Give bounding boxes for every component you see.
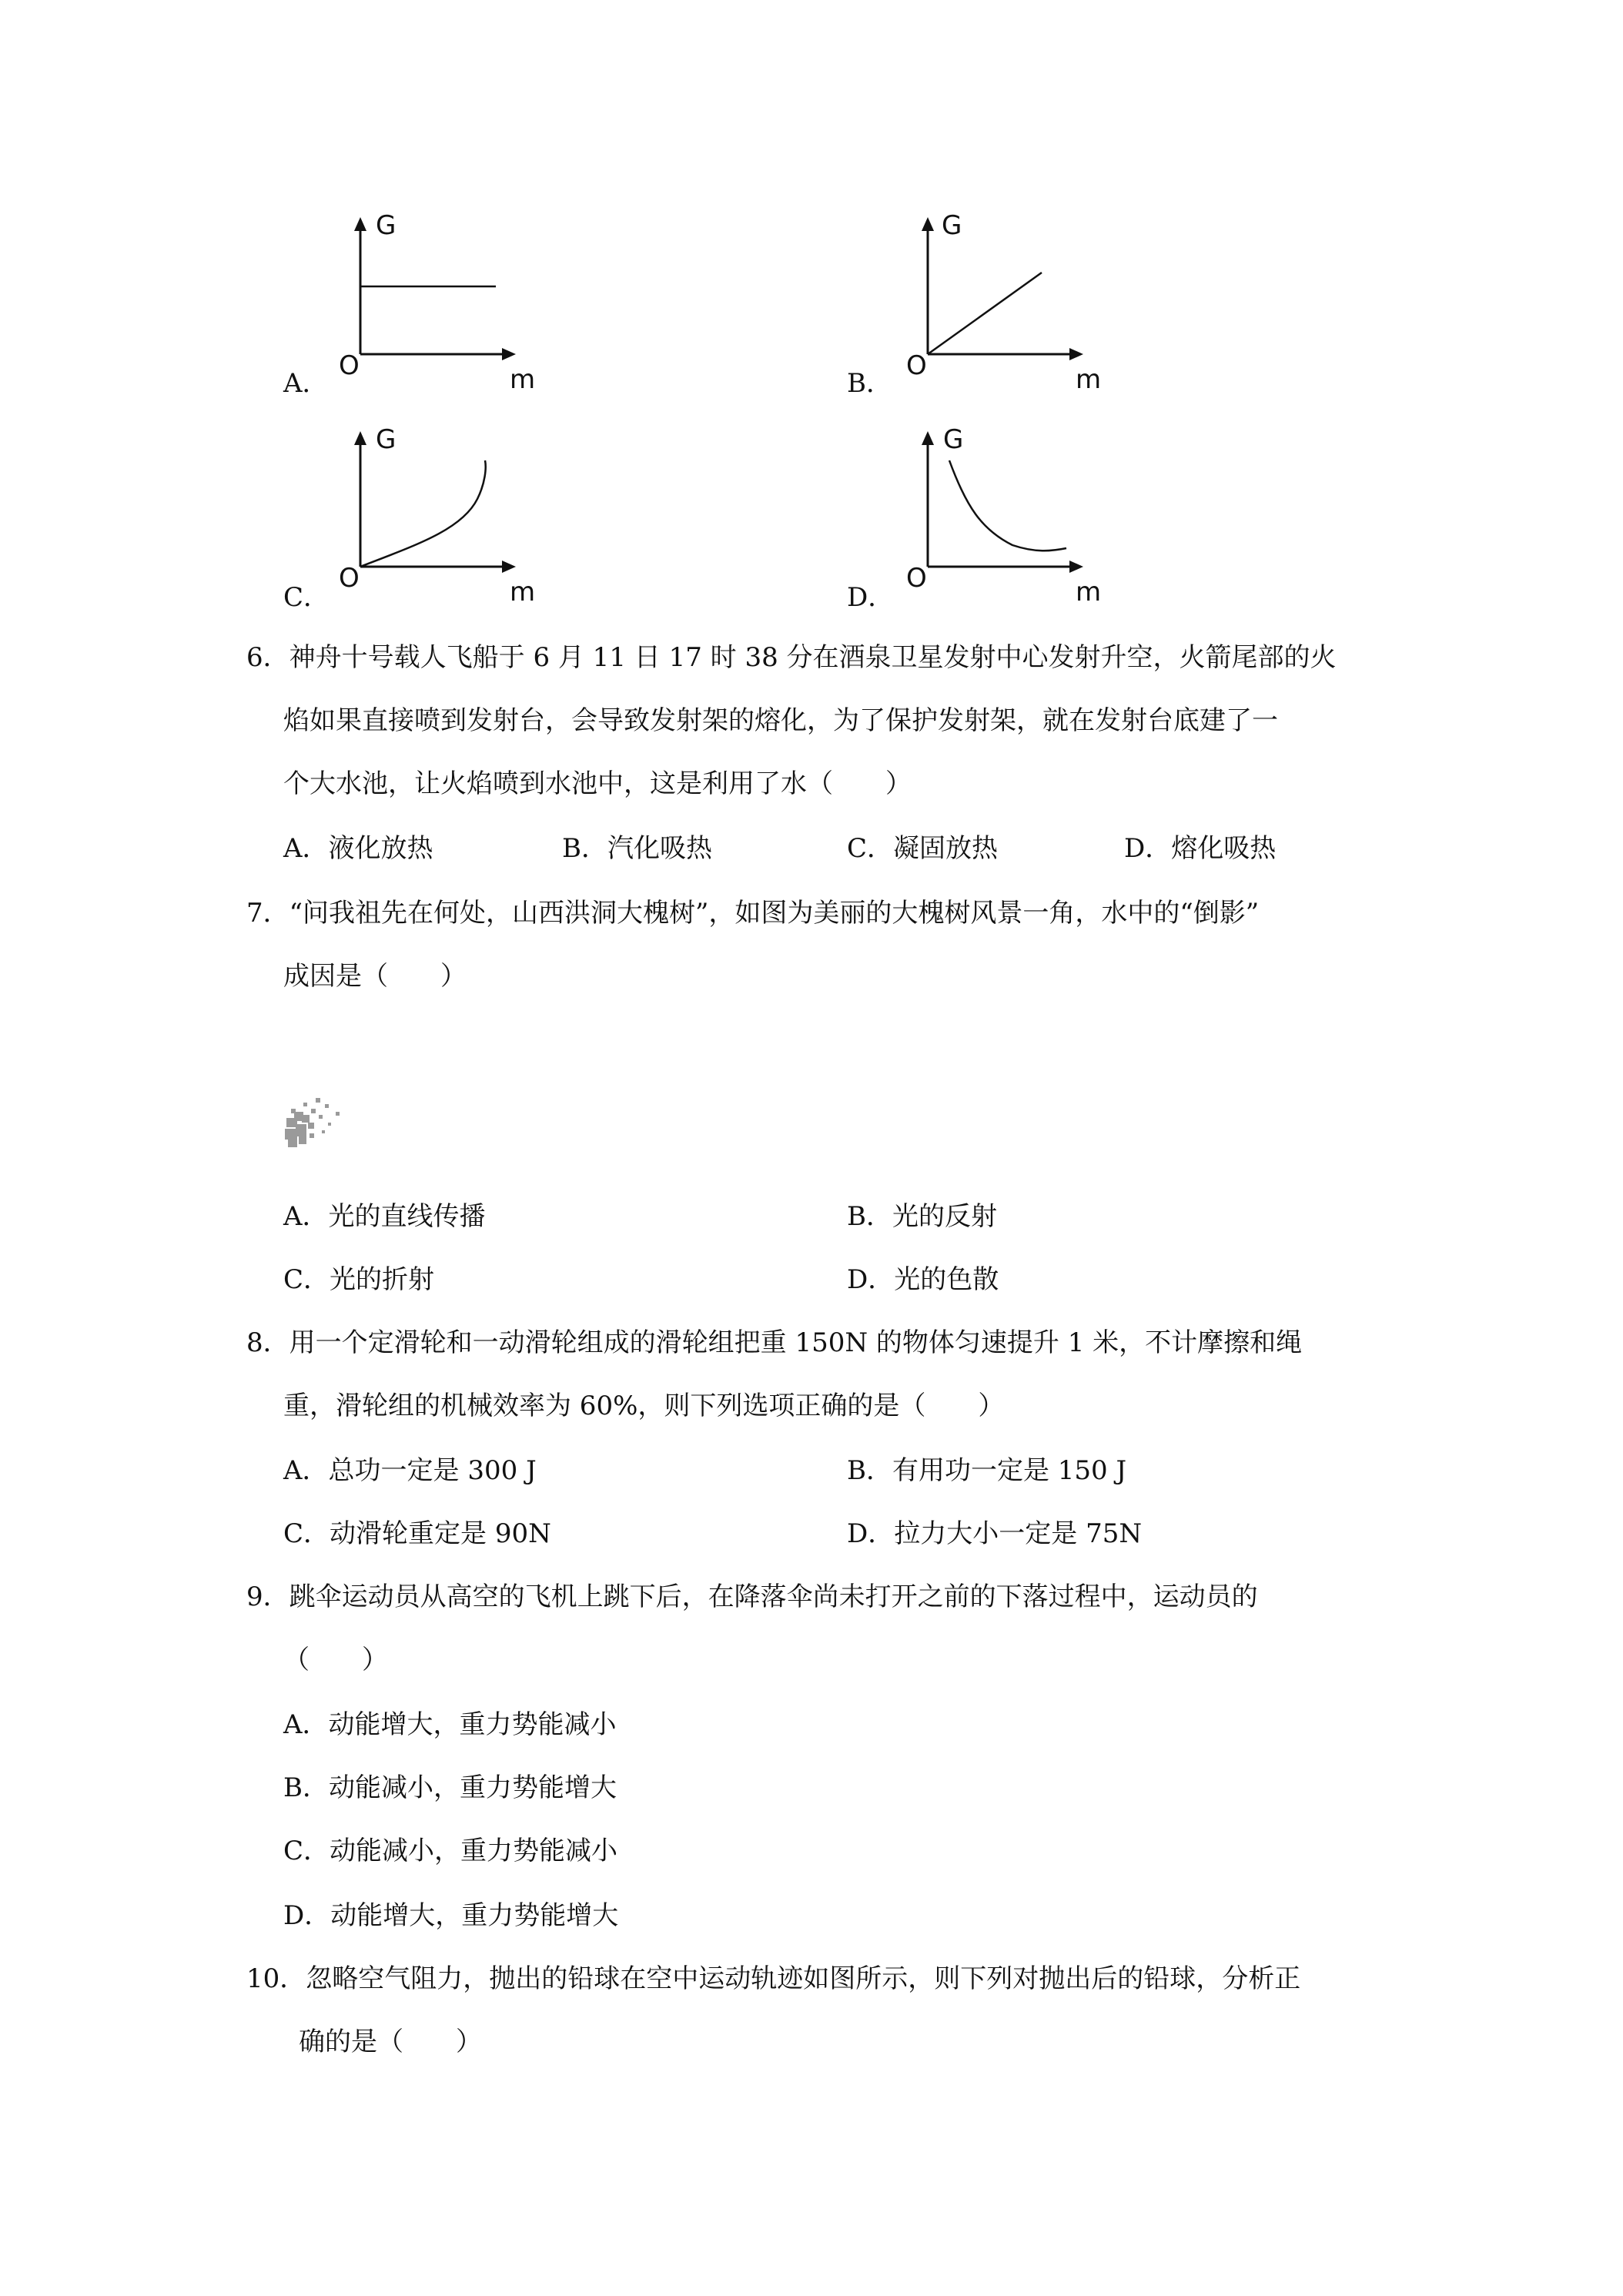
origin-label: O (906, 563, 927, 594)
y-axis-label: G (376, 424, 397, 455)
q9-line-1: 9．跳伞运动员从高空的飞机上跳下后，在降落伞尚未打开之前的下落过程中，运动员的 (246, 1581, 1258, 1612)
q8-option-c: C．动滑轮重定是 90N (283, 1518, 551, 1549)
x-axis-arrow (1069, 348, 1083, 360)
q6-line-3: 个大水池，让火焰喷到水池中，这是利用了水（ ） (283, 768, 912, 799)
q6-line-2: 焰如果直接喷到发射台，会导致发射架的熔化，为了保护发射架，就在发射台底建了一 (283, 705, 1278, 736)
x-axis-label: m (1076, 364, 1102, 395)
q9-option-a: A．动能增大，重力势能减小 (283, 1709, 617, 1740)
origin-label: O (906, 350, 927, 381)
q8-option-a: A．总功一定是 300 J (283, 1455, 537, 1486)
q7-line-1: 7．“问我祖先在何处，山西洪洞大槐树”，如图为美丽的大槐树风景一角，水中的“倒影” (246, 898, 1260, 929)
graph-curve-rising (360, 460, 486, 567)
y-axis-arrow (354, 217, 366, 231)
q7-line-2: 成因是（ ） (283, 961, 467, 992)
option-c-letter: C． (283, 582, 330, 613)
y-axis-label: G (376, 210, 397, 241)
graph-c (331, 422, 536, 614)
option-b-letter: B． (847, 368, 892, 399)
y-axis-label: G (942, 210, 962, 241)
x-axis-label: m (510, 364, 536, 395)
x-axis-label: m (1076, 577, 1102, 607)
graph-d (897, 422, 1102, 614)
q7-option-b: B．光的反射 (847, 1201, 997, 1232)
origin-label: O (339, 563, 360, 594)
q9-option-b: B．动能减小，重力势能增大 (283, 1772, 617, 1803)
option-a-letter: A． (283, 368, 329, 399)
tree-reflection-image (282, 1092, 351, 1155)
q6-line-1: 6．神舟十号载人飞船于 6 月 11 日 17 时 38 分在酒泉卫星发射中心发射升空，火箭尾部的火 (246, 642, 1337, 673)
x-axis-label: m (510, 577, 536, 607)
graph-b (897, 208, 1102, 400)
q6-option-c: C．凝固放热 (847, 833, 999, 864)
x-axis-arrow (1069, 561, 1083, 573)
q9-option-c: C．动能减小，重力势能减小 (283, 1836, 618, 1866)
q8-option-d: D．拉力大小一定是 75N (847, 1518, 1143, 1549)
y-axis-arrow (922, 431, 934, 445)
origin-label: O (339, 350, 360, 381)
q7-option-a: A．光的直线传播 (283, 1201, 486, 1232)
q8-option-b: B．有用功一定是 150 J (847, 1455, 1127, 1486)
q10-line-2: 确的是（ ） (299, 2027, 482, 2057)
q8-line-2: 重，滑轮组的机械效率为 60%，则下列选项正确的是（ ） (283, 1391, 1005, 1421)
graph-curve-decreasing (949, 460, 1066, 551)
q6-option-a: A．液化放热 (283, 833, 433, 864)
q7-option-c: C．光的折射 (283, 1264, 435, 1295)
q8-line-1: 8．用一个定滑轮和一动滑轮组成的滑轮组把重 150N 的物体匀速提升 1 米，不计摩擦和绳 (246, 1327, 1303, 1358)
q6-option-b: B．汽化吸热 (562, 833, 712, 864)
y-axis-arrow (922, 217, 934, 231)
graph-a (331, 208, 536, 400)
option-d-letter: D． (847, 582, 895, 613)
q10-line-1: 10．忽略空气阻力，抛出的铅球在空中运动轨迹如图所示，则下列对抛出后的铅球，分析正 (246, 1963, 1301, 1994)
y-axis-arrow (354, 431, 366, 445)
x-axis-arrow (502, 348, 516, 360)
graph-line-proportional (928, 273, 1042, 354)
q9-line-2: （ ） (283, 1645, 388, 1675)
x-axis-arrow (502, 561, 516, 573)
q7-option-d: D．光的色散 (847, 1264, 999, 1295)
q9-option-d: D．动能增大，重力势能增大 (283, 1900, 619, 1931)
y-axis-label: G (943, 424, 964, 455)
q6-option-d: D．熔化吸热 (1124, 833, 1277, 864)
